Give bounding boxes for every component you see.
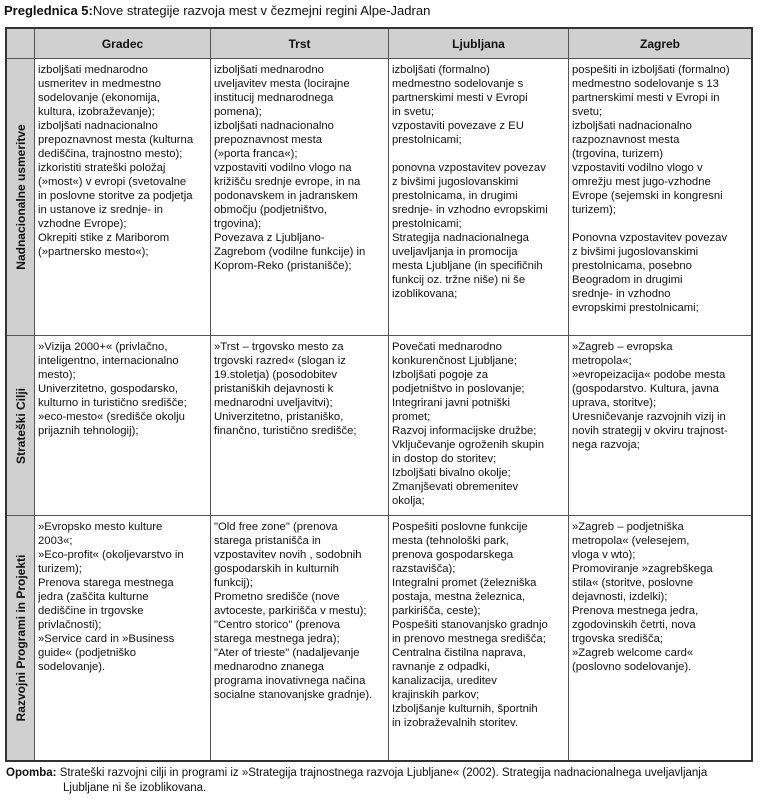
cell-text-line: kulturno in turistično središče; [38,397,187,409]
cell-text-line: Uresničevanje razvojnih vizij in [572,411,726,423]
cell-text-line: sodelovanje). [38,661,106,673]
cell-text-line: »eco-mesto« (središče okolju [38,411,185,423]
cell-text-line: (»partnersko mesto«); [38,246,149,258]
cell-text-line: socialne stanovanjske gradnje). [214,689,373,701]
cell-text-line: omrežju mest jugo-vzhodne [572,176,711,188]
cell-text-line: parkirišča, ceste); [392,605,481,617]
cell-text-line: prestolnicama, posebno [572,260,692,272]
cell-text-line: "Ater of trieste" (nadaljevanje [214,647,360,659]
cell-text-line: dediščine in trgovske [38,605,144,617]
cell-text-line: izboljšati nadnacionalno [572,120,692,132]
cell-text-line: Razvoj informacijske družbe; [392,425,537,437]
cell-text-line: »Zagreb – evropska [572,341,673,353]
cell-text-line: Centralna čistilna naprava, [392,647,526,659]
cell-text-line: izboljšati mednarodno [38,64,148,76]
cell-text-line: izoblikovana; [392,288,458,300]
strategy-table [5,27,753,762]
cell-text-line: Pospešiti poslovne funkcije [392,521,528,533]
row-header [7,516,35,760]
cell-text-line: in dostop do storitev; [392,453,497,465]
cell-text-line: Integralni promet (železniška [392,577,537,589]
cell-text-line: (poslovno sodelovanje). [572,661,692,673]
cell-text-line: 2003«; [38,535,73,547]
cell-text-line: pospešiti in izboljšati (formalno) [572,64,730,76]
cell-text-line: izboljšati mednarodno [214,64,324,76]
cell-text-line: konkurenčnost Ljubljane; [392,355,517,367]
cell-text-line: uveljavitev mesta (locirajne [214,78,350,90]
cell-text-line: evropskimi prestolnicami; [572,302,699,314]
cell-text-line: in ustanove iz srednje- in [38,204,163,216]
cell-text-line: jedra (zaščita kulturne [38,591,149,603]
cell-text-line: avtoceste, parkirišča v mestu); [214,605,367,617]
table-cell-gradec [35,59,211,336]
table-cell-zagreb [569,59,751,336]
cell-text-line: gospodarskih in kulturnih [214,563,339,575]
cell-text-line: pristaniških dejavnosti k [214,383,334,395]
cell-text-line: »Zagreb welcome card« [572,647,694,659]
cell-text-line: sodelovanje (ekonomija, [38,92,160,104]
cell-text-line: z bivšimi jugoslovanskimi [392,176,519,188]
cell-text-line: Strategija nadnacionalnega [392,232,529,244]
table-cell-trst [211,516,389,760]
cell-text-line: podjetništvo in poslovanje; [392,383,525,395]
caption-label: Preglednica 5: [4,3,93,18]
cell-text-line: institucij mednarodnega [214,92,334,104]
cell-text-line: Evrope (sejemski in kongresni [572,190,723,202]
cell-text-line [572,217,748,231]
table-cell-ljubljana [389,59,569,336]
cell-text-line: (gospodarstvo. Kultura, javna [572,383,719,395]
cell-text-line: funkcij oz. tržne niše) ni še [392,274,526,286]
column-header-trst: Trst [211,29,389,59]
table-cell-ljubljana [389,516,569,760]
cell-text-line: Koprom-Reko (pristanišče); [214,260,352,272]
table-cell-trst [211,336,389,516]
cell-text-line: pomena); [214,106,262,118]
cell-text-line: mesta Ljubljane (in specifičnih [392,260,543,272]
cell-text-line: srednje- in vzhodno evropskimi [392,204,548,216]
table-cell-trst [211,59,389,336]
table-cell-ljubljana [389,336,569,516]
cell-text-line: starega pristanišča in [214,535,321,547]
footnote [6,766,707,796]
cell-text-line: in poslovne storitve za podjetja [38,190,193,202]
cell-text-line: turizem); [38,563,82,575]
cell-text-line: »Evropsko mesto kulture [38,521,163,533]
cell-text-line: Zagrebom (vodilne funkcije) in [214,246,366,258]
cell-text-line: (»porta franca«); [214,148,298,160]
cell-text-line: prijaznih tehnologij); [38,425,139,437]
cell-text-line: razstavišča); [392,563,456,575]
cell-text-line: (»most«) v evropi (svetovalne [38,176,187,188]
cell-text-line: trgovina); [214,218,262,230]
cell-text-line: razpoznavnost mesta [572,134,680,146]
cell-text-line: kanalizacija, ureditev [392,675,497,687]
cell-text-line: Zmanjševati obremenitev [392,481,519,493]
cell-text-line: Okrepiti stike z Mariborom [38,232,170,244]
cell-text-line: mednarodni uveljavitvi); [214,397,333,409]
cell-text-line: novih strategij v okviru trajnost- [572,425,728,437]
cell-text-line: kultura, izobraževanje); [38,106,155,118]
row-header-label: Razvojni Programi in Projekti [13,554,28,722]
cell-text-line: vzpostaviti vodilno vlogo v [572,162,703,174]
cell-text-line: prestolnicami; [392,218,462,230]
column-header-zagreb: Zagreb [569,29,751,59]
cell-text-line: izboljšati nadnacionalno [38,120,158,132]
cell-text-line: usmeritev in medmestno [38,78,162,90]
cell-text-line: Pospešiti stanovanjsko gradnjo [392,619,548,631]
cell-text-line: zgodovinskih četrti, nova [572,619,696,631]
cell-text-line: prepoznavnost mesta (kulturna [38,134,194,146]
cell-text-line: Izboljšanje kulturnih, športnih [392,703,538,715]
table-cell-zagreb [569,516,751,760]
caption-text: Nove strategije razvoja mest v čezmejni regini Alpe-Jadran [92,3,431,18]
cell-text-line: "Centro storico" (prenova [214,619,341,631]
cell-text-line: »Service card in »Business [38,633,175,645]
cell-text-line: vzpostavitev novih , sodobnih [214,549,362,561]
cell-text-line: programa inovativnega načina [214,675,366,687]
row-header [7,336,35,516]
cell-text-line: partnerskimi mesti v Evropi [392,92,528,104]
cell-text-line: Prenova mestnega jedra, [572,605,699,617]
cell-text-line: vzpostaviti povezave z EU [392,120,524,132]
cell-text-line: Promoviranje »zagrebškega [572,563,713,575]
cell-text-line: partnerskimi mesti v Evropi in [572,92,720,104]
footnote-line-1: Strateški razvojni cilji in programi iz »Strategija trajnostnega razvoja Ljubljane« (2002). Strategija nadnacionalnega uveljavljanja [59,767,708,779]
cell-text-line: Prenova starega mestnega [38,577,174,589]
footnote-label: Opomba: [6,767,57,779]
footnote-line-2: Ljubljane ni še izoblikovana. [63,782,207,794]
cell-text-line: vzpostaviti vodilno vlogo na [214,162,352,174]
cell-text-line: »Vizija 2000+« (privlačno, [38,341,168,353]
cell-text-line: prenova gospodarskega [392,549,514,561]
cell-text-line: izboljšati (formalno) [392,64,490,76]
cell-text-line: guide« (podjetniško [38,647,136,659]
cell-text-line: inteligentno, internacionalno [38,355,179,367]
column-header-gradec: Gradec [35,29,211,59]
cell-text-line: trgovski razred« (slogan iz [214,355,346,367]
cell-text-line: prestolnicama, in drugimi [392,190,518,202]
cell-text-line: metropola«; [572,355,632,367]
cell-text-line: »Trst – trgovsko mesto za [214,341,344,353]
cell-text-line: medmestno sodelovanje s [392,78,524,90]
cell-text-line: svetu; [572,106,603,118]
corner-cell [7,29,35,59]
cell-text-line: z bivšimi jugoslovanskimi [572,246,699,258]
cell-text-line: Izboljšati pogoje za [392,369,489,381]
cell-text-line: Univerzitetno, pristaniško, [214,411,344,423]
cell-text-line: vloga v wto); [572,549,636,561]
cell-text-line: Vključevanje ogroženih skupin [392,439,544,451]
cell-text-line: in izobraževalnih storitev. [392,717,518,729]
cell-text-line: Povezava z Ljubljano- [214,232,325,244]
cell-text-line: »Zagreb – podjetniška [572,521,684,533]
table-cell-gradec [35,516,211,760]
cell-text-line: promet; [392,411,431,423]
cell-text-line: "Old free zone" (prenova [214,521,338,533]
cell-text-line: ravnanje z odpadki, [392,661,490,673]
cell-text-line: 19.stoletja) (posodobitev [214,369,338,381]
cell-text-line: okolja; [392,495,425,507]
cell-text-line: uprava, storitve); [572,397,657,409]
cell-text-line: privlačnosti); [38,619,102,631]
cell-text-line: (trgovina, turizem) [572,148,664,160]
cell-text-line: podonavskem in jadranskem [214,190,358,202]
cell-text-line: turizem); [572,204,616,216]
table-cell-zagreb [569,336,751,516]
cell-text-line: Izboljšati bivalno okolje; [392,467,511,479]
table-caption [4,3,430,18]
cell-text-line: stila« (storitve, poslovne [572,577,694,589]
cell-text-line: trgovska središča; [572,633,664,645]
cell-text-line: dejavnosti, izdelki); [572,591,668,603]
cell-text-line: funkcij); [214,577,253,589]
cell-text-line: Integrirani javni potniški [392,397,511,409]
cell-text-line: finančno, turistično središče; [214,425,357,437]
cell-text-line: ponovna vzpostavitev povezav [392,162,546,174]
cell-text-line: mesto); [38,369,76,381]
table-grid [7,29,751,760]
cell-text-line: »Eco-profit« (okoljevarstvo in [38,549,184,561]
cell-text-line: uveljavljanja in promocija [392,246,518,258]
cell-text-line: križišču srednje evrope, in na [214,176,361,188]
cell-text-line: srednje- in vzhodno [572,288,671,300]
cell-text-line: metropola« (velesejem, [572,535,690,547]
cell-text-line: Univerzitetno, gospodarsko, [38,383,179,395]
cell-text-line: postaja, mestna železnica, [392,591,526,603]
cell-text-line: Ponovna vzpostavitev povezav [572,232,728,244]
row-header-label: Nadnacionalne usmeritve [13,124,28,270]
cell-text-line: in svetu; [392,106,435,118]
cell-text-line: prestolnicami; [392,134,462,146]
cell-text-line: prepoznavnost mesta [214,134,323,146]
cell-text-line: izboljšati nadnacionalno [214,120,334,132]
cell-text-line [392,147,565,161]
table-cell-gradec [35,336,211,516]
cell-text-line: Beogradom in drugimi [572,274,683,286]
row-header-label: Strateški Cilji [13,387,28,464]
cell-text-line: starega mestnega jedra); [214,633,340,645]
column-header-ljubljana: Ljubljana [389,29,569,59]
cell-text-line: območju (podjetništvo, [214,204,328,216]
cell-text-line: medmestno sodelovanje s 13 [572,78,719,90]
cell-text-line: izkoristiti strateški položaj [38,162,166,174]
cell-text-line: in prenovo mestnega središča; [392,633,546,645]
row-header [7,59,35,336]
cell-text-line: dediščina, trajnostno mesto); [38,148,183,160]
cell-text-line: mednarodno znanega [214,661,324,673]
cell-text-line: Povečati mednarodno [392,341,502,353]
cell-text-line: nega razvoja; [572,439,640,451]
cell-text-line: vzhodne Evrope); [38,218,127,230]
cell-text-line: mesta (tehnološki park, [392,535,509,547]
cell-text-line: »evropeizacija« podobe mesta [572,369,726,381]
cell-text-line: krajinskih parkov; [392,689,480,701]
cell-text-line: Prometno središče (nove [214,591,340,603]
